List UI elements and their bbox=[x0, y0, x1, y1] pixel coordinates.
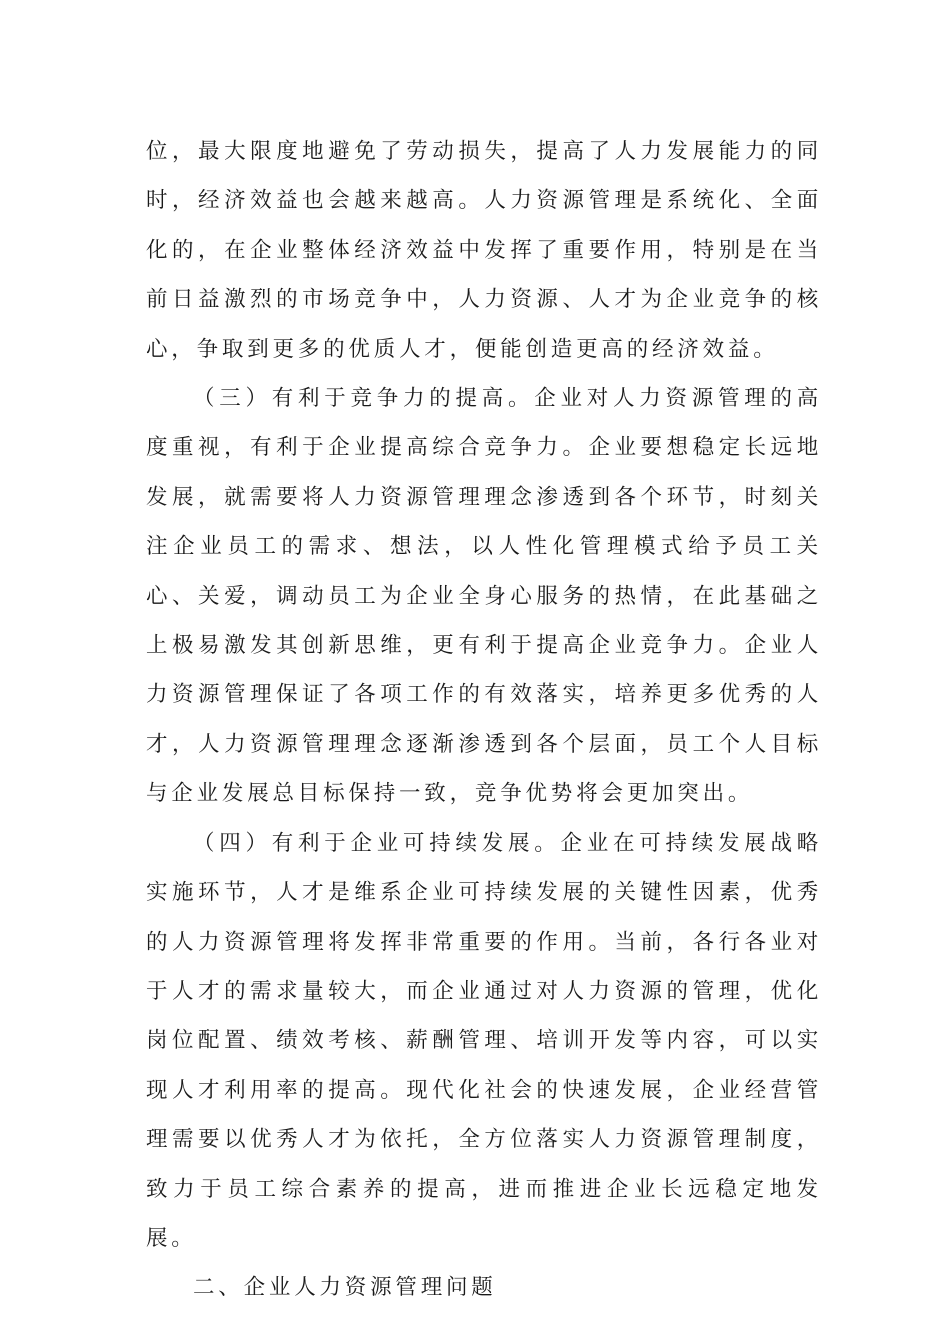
document-body bbox=[146, 127, 822, 1313]
paragraph-continuation: 位，最大限度地避免了劳动损失，提高了人力发展能力的同时，经济效益也会越来越高。人力资源管理是系统化、全面化的，在企业整体经济效益中发挥了重要作用，特别是在当前日益激烈的市场竞争中，人力资源、人才为企业竞争的核心，争取到更多的优质人才，便能创造更高的经济效益。 bbox=[146, 139, 822, 362]
paragraph-section-3: （三）有利于竞争力的提高。企业对人力资源管理的高度重视，有利于企业提高综合竞争力。企业要想稳定长远地发展，就需要将人力资源管理理念渗透到各个环节，时刻关注企业员工的需求、想法，以人性化管理模式给予员工关心、关爱，调动员工为企业全身心服务的热情，在此基础之上极易激发其创新思维，更有利于提高企业竞争力。企业人力资源管理保证了各项工作的有效落实，培养更多优秀的人才，人力资源管理理念逐渐渗透到各个层面，员工个人目标与企业发展总目标保持一致，竞争优势将会更加突出。 bbox=[146, 386, 822, 807]
paragraph-section-4: （四）有利于企业可持续发展。企业在可持续发展战略实施环节，人才是维系企业可持续发展的关键性因素，优秀的人力资源管理将发挥非常重要的作用。当前，各行各业对于人才的需求量较大，而企业通过对人力资源的管理，优化岗位配置、绩效考核、薪酬管理、培训开发等内容，可以实现人才利用率的提高。现代化社会的快速发展，企业经营管理需要以优秀人才为依托，全方位落实人力资源管理制度，致力于员工综合素养的提高，进而推进企业长远稳定地发展。 bbox=[146, 830, 822, 1251]
section-heading-2: 二、企业人力资源管理问题 bbox=[193, 1275, 497, 1301]
